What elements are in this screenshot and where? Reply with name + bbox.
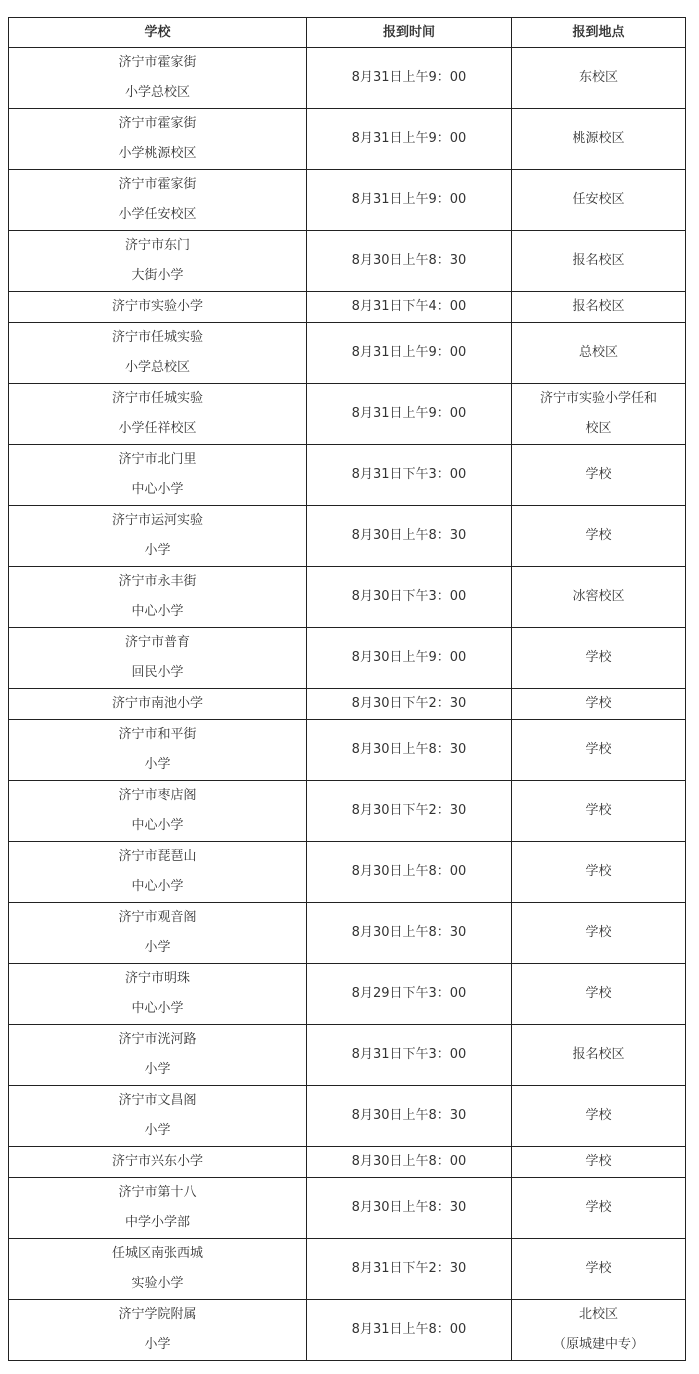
school-cell xyxy=(9,323,307,384)
school-name-line: 小学 xyxy=(144,757,171,772)
registration-table-container xyxy=(8,17,686,1361)
place-line: （原城建中专） xyxy=(552,1337,644,1352)
school-cell xyxy=(9,1300,307,1361)
time-cell: 8月30日上午9：00 xyxy=(307,628,512,689)
school-cell xyxy=(9,781,307,842)
school-name-line: 中心小学 xyxy=(131,818,184,833)
school-name-line: 济宁市洸河路 xyxy=(118,1032,197,1047)
school-cell xyxy=(9,1086,307,1147)
place-cell xyxy=(512,231,686,292)
table-row xyxy=(9,903,686,964)
place-cell xyxy=(512,567,686,628)
place-line: 总校区 xyxy=(578,345,618,360)
school-name-line: 济宁市东门 xyxy=(124,238,190,253)
school-name-line: 济宁市实验小学 xyxy=(111,299,203,314)
school-name-line: 小学 xyxy=(144,1062,171,1077)
table-row xyxy=(9,170,686,231)
time-cell: 8月30日下午3：00 xyxy=(307,567,512,628)
place-cell xyxy=(512,384,686,445)
time-cell: 8月31日上午9：00 xyxy=(307,170,512,231)
school-name-line: 济宁市琵琶山 xyxy=(118,849,197,864)
school-name-line: 小学 xyxy=(144,1123,171,1138)
school-name-line: 小学 xyxy=(144,543,171,558)
place-cell xyxy=(512,1086,686,1147)
place-line: 报名校区 xyxy=(572,253,625,268)
school-cell xyxy=(9,1025,307,1086)
place-line: 报名校区 xyxy=(572,1047,625,1062)
school-cell xyxy=(9,170,307,231)
school-name-line: 济宁市霍家街 xyxy=(118,116,197,131)
time-cell: 8月29日下午3：00 xyxy=(307,964,512,1025)
school-name-line: 小学 xyxy=(144,1337,171,1352)
header-time: 报到时间 xyxy=(307,18,512,48)
school-cell xyxy=(9,445,307,506)
school-name-line: 济宁市和平街 xyxy=(118,727,197,742)
place-line: 济宁市实验小学任和 xyxy=(539,391,657,406)
table-row xyxy=(9,689,686,720)
place-cell xyxy=(512,445,686,506)
school-name-line: 小学任安校区 xyxy=(118,207,197,222)
school-cell xyxy=(9,628,307,689)
time-cell: 8月31日上午9：00 xyxy=(307,323,512,384)
time-cell: 8月31日上午8：00 xyxy=(307,1300,512,1361)
place-line: 学校 xyxy=(585,1200,612,1215)
place-cell xyxy=(512,781,686,842)
school-name-line: 中学小学部 xyxy=(124,1215,190,1230)
school-name-line: 济宁学院附属 xyxy=(118,1307,197,1322)
time-cell: 8月30日上午8：30 xyxy=(307,1086,512,1147)
time-cell: 8月31日上午9：00 xyxy=(307,109,512,170)
place-cell xyxy=(512,1147,686,1178)
school-name-line: 中心小学 xyxy=(131,482,184,497)
time-cell: 8月31日下午4：00 xyxy=(307,292,512,323)
time-cell: 8月31日下午2：30 xyxy=(307,1239,512,1300)
header-place: 报到地点 xyxy=(512,18,686,48)
school-name-line: 济宁市任城实验 xyxy=(111,391,203,406)
school-name-line: 济宁市普育 xyxy=(124,635,190,650)
school-cell xyxy=(9,689,307,720)
school-name-line: 中心小学 xyxy=(131,604,184,619)
place-line: 学校 xyxy=(585,467,612,482)
time-cell: 8月31日上午9：00 xyxy=(307,48,512,109)
school-name-line: 回民小学 xyxy=(131,665,184,680)
time-cell: 8月30日上午8：00 xyxy=(307,842,512,903)
time-cell: 8月30日上午8：30 xyxy=(307,231,512,292)
place-line: 学校 xyxy=(585,742,612,757)
school-name-line: 小学 xyxy=(144,940,171,955)
school-cell xyxy=(9,1147,307,1178)
place-line: 学校 xyxy=(585,986,612,1001)
place-line: 冰窖校区 xyxy=(572,589,625,604)
school-name-line: 济宁市运河实验 xyxy=(111,513,203,528)
time-cell: 8月30日上午8：30 xyxy=(307,506,512,567)
place-line: 东校区 xyxy=(578,70,618,85)
table-row xyxy=(9,567,686,628)
time-cell: 8月31日下午3：00 xyxy=(307,445,512,506)
place-cell xyxy=(512,109,686,170)
school-cell xyxy=(9,842,307,903)
table-row xyxy=(9,842,686,903)
place-line: 学校 xyxy=(585,1108,612,1123)
time-cell: 8月30日上午8：30 xyxy=(307,903,512,964)
school-name-line: 任城区南张西城 xyxy=(111,1246,203,1261)
table-row xyxy=(9,628,686,689)
place-cell xyxy=(512,1025,686,1086)
place-cell xyxy=(512,720,686,781)
school-name-line: 实验小学 xyxy=(131,1276,184,1291)
table-row xyxy=(9,384,686,445)
school-cell xyxy=(9,1178,307,1239)
school-cell xyxy=(9,567,307,628)
time-cell: 8月30日下午2：30 xyxy=(307,781,512,842)
school-cell xyxy=(9,964,307,1025)
time-cell: 8月30日上午8：00 xyxy=(307,1147,512,1178)
school-name-line: 济宁市南池小学 xyxy=(111,696,203,711)
place-line: 学校 xyxy=(585,803,612,818)
place-cell xyxy=(512,628,686,689)
school-cell xyxy=(9,1239,307,1300)
table-row xyxy=(9,964,686,1025)
place-cell xyxy=(512,323,686,384)
school-name-line: 济宁市第十八 xyxy=(118,1185,197,1200)
place-cell xyxy=(512,292,686,323)
place-cell xyxy=(512,689,686,720)
time-cell: 8月30日上午8：30 xyxy=(307,1178,512,1239)
registration-table xyxy=(8,17,686,1361)
table-row xyxy=(9,231,686,292)
place-line: 学校 xyxy=(585,528,612,543)
place-cell xyxy=(512,1178,686,1239)
table-row xyxy=(9,1300,686,1361)
place-line: 学校 xyxy=(585,925,612,940)
table-row xyxy=(9,1178,686,1239)
time-cell: 8月31日下午3：00 xyxy=(307,1025,512,1086)
school-name-line: 济宁市文昌阁 xyxy=(118,1093,197,1108)
table-row xyxy=(9,781,686,842)
school-name-line: 中心小学 xyxy=(131,1001,184,1016)
school-name-line: 济宁市兴东小学 xyxy=(111,1154,203,1169)
table-row xyxy=(9,109,686,170)
place-line: 学校 xyxy=(585,650,612,665)
school-name-line: 小学桃源校区 xyxy=(118,146,197,161)
school-cell xyxy=(9,903,307,964)
place-cell xyxy=(512,170,686,231)
school-cell xyxy=(9,292,307,323)
place-line: 学校 xyxy=(585,1154,612,1169)
school-name-line: 中心小学 xyxy=(131,879,184,894)
time-cell: 8月31日上午9：00 xyxy=(307,384,512,445)
table-body xyxy=(9,48,686,1361)
school-name-line: 济宁市霍家街 xyxy=(118,55,197,70)
place-line: 报名校区 xyxy=(572,299,625,314)
school-name-line: 济宁市任城实验 xyxy=(111,330,203,345)
place-cell xyxy=(512,1300,686,1361)
place-cell xyxy=(512,903,686,964)
school-name-line: 小学总校区 xyxy=(124,85,190,100)
place-cell xyxy=(512,48,686,109)
school-cell xyxy=(9,109,307,170)
place-cell xyxy=(512,1239,686,1300)
table-row xyxy=(9,48,686,109)
school-name-line: 济宁市北门里 xyxy=(118,452,197,467)
school-name-line: 济宁市霍家街 xyxy=(118,177,197,192)
place-line: 学校 xyxy=(585,1261,612,1276)
time-cell: 8月30日下午2：30 xyxy=(307,689,512,720)
place-line: 任安校区 xyxy=(572,192,625,207)
place-line: 桃源校区 xyxy=(572,131,625,146)
table-row xyxy=(9,1025,686,1086)
place-line: 学校 xyxy=(585,696,612,711)
school-cell xyxy=(9,231,307,292)
place-cell xyxy=(512,842,686,903)
place-line: 校区 xyxy=(585,421,612,436)
place-line: 北校区 xyxy=(578,1307,618,1322)
school-name-line: 济宁市观音阁 xyxy=(118,910,197,925)
school-cell xyxy=(9,48,307,109)
school-name-line: 济宁市永丰街 xyxy=(118,574,197,589)
school-name-line: 济宁市枣店阁 xyxy=(118,788,197,803)
header-school: 学校 xyxy=(9,18,307,48)
table-row xyxy=(9,323,686,384)
place-cell xyxy=(512,506,686,567)
school-name-line: 小学任祥校区 xyxy=(118,421,197,436)
table-row xyxy=(9,1086,686,1147)
place-cell xyxy=(512,964,686,1025)
school-cell xyxy=(9,384,307,445)
table-row xyxy=(9,506,686,567)
school-cell xyxy=(9,506,307,567)
table-row xyxy=(9,1147,686,1178)
time-cell: 8月30日上午8：30 xyxy=(307,720,512,781)
school-name-line: 大街小学 xyxy=(131,268,184,283)
table-row xyxy=(9,1239,686,1300)
school-name-line: 济宁市明珠 xyxy=(124,971,190,986)
table-row xyxy=(9,720,686,781)
school-name-line: 小学总校区 xyxy=(124,360,190,375)
place-line: 学校 xyxy=(585,864,612,879)
table-header-row xyxy=(9,18,686,48)
school-cell xyxy=(9,720,307,781)
table-row xyxy=(9,445,686,506)
table-row xyxy=(9,292,686,323)
